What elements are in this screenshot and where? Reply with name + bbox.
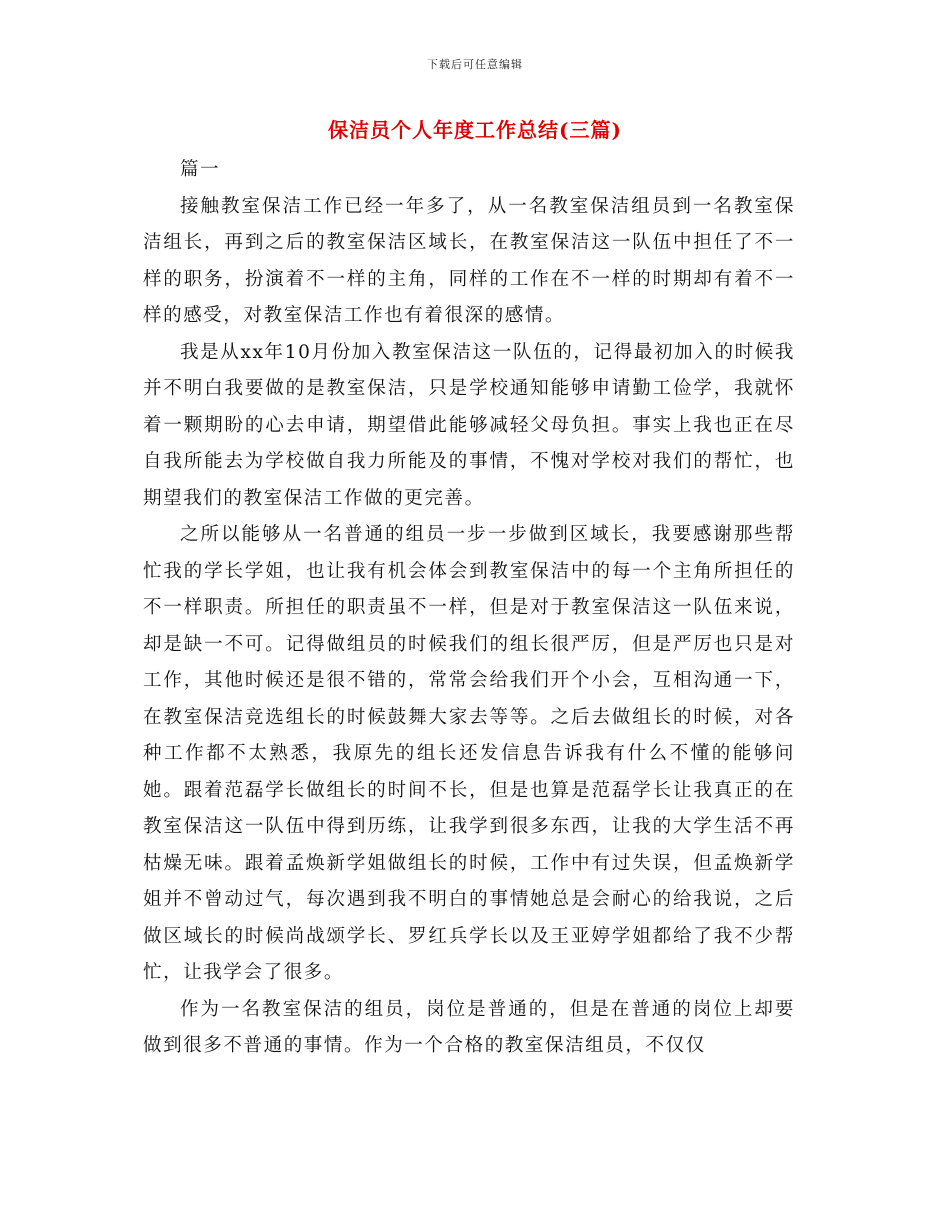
paragraph-3: 之所以能够从一名普通的组员一步一步做到区域长，我要感谢那些帮忙我的学长学姐，也让我有机会体会到教室保洁中的每一个主角所担任的不一样职责。所担任的职责虽不一样，但是对于教室保洁这一队伍来说，却是缺一不可。记得做组员的时候我们的组长很严厉，但是严厉也只是对工作，其他时候还是很不错的，常常会给我们开个小会，互相沟通一下，在教室保洁竞选组长的时候鼓舞大家去等等。之后去做组长的时候，对各种工作都不太熟悉，我原先的组长还发信息告诉我有什么不懂的能够问她。跟着范磊学长做组长的时间不长，但是也算是范磊学长让我真正的在教室保洁这一队伍中得到历练，让我学到很多东西，让我的大学生活不再枯燥无味。跟着孟焕新学姐做组长的时候，工作中有过失误，但孟焕新学姐并不曾动过气，每次遇到我不明白的事情她总是会耐心的给我说，之后做区域长的时候尚战颂学长、罗红兵学长以及王亚婷学姐都给了我不少帮忙，让我学会了很多。 bbox=[143, 524, 795, 983]
paragraph-2: 我是从xx年10月份加入教室保洁这一队伍的，记得最初加入的时候我并不明白我要做的是教室保洁，只是学校通知能够申请勤工俭学，我就怀着一颗期盼的心去申请，期望借此能够减轻父母负担。事实上我也正在尽自我所能去为学校做自我力所能及的事情，不愧对学校对我们的帮忙，也期望我们的教室保洁工作做的更完善。 bbox=[143, 341, 795, 509]
document-body bbox=[143, 152, 795, 1065]
paragraph-1: 接触教室保洁工作已经一年多了，从一名教室保洁组员到一名教室保洁组长，再到之后的教室保洁区域长，在教室保洁这一队伍中担任了不一样的职务，扮演着不一样的主角，同样的工作在不一样的时期却有着不一样的感受，对教室保洁工作也有着很深的感情。 bbox=[143, 195, 795, 326]
header-note: 下载后可任意编辑 bbox=[427, 58, 523, 71]
paragraph-4: 作为一名教室保洁的组员，岗位是普通的，但是在普通的岗位上却要做到很多不普通的事情。作为一个合格的教室保洁组员，不仅仅 bbox=[143, 998, 795, 1056]
document-title: 保洁员个人年度工作总结(三篇) bbox=[328, 118, 622, 142]
section-label: 篇一 bbox=[180, 159, 221, 180]
